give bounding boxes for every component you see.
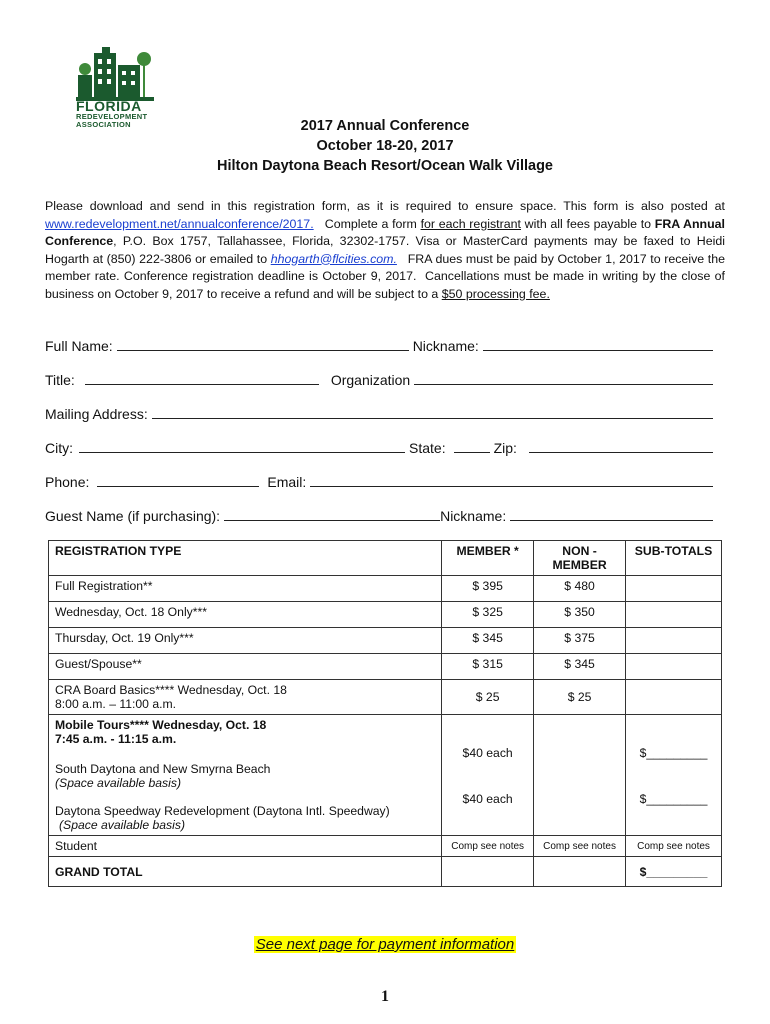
email-field[interactable]	[310, 472, 713, 487]
row-type: Thursday, Oct. 19 Only***	[49, 628, 442, 654]
tour1-price: $40 each	[462, 746, 513, 760]
row-nonmember-price: $ 345	[534, 654, 626, 680]
guest-nickname-field[interactable]	[510, 506, 713, 521]
cra-member-price: $ 25	[442, 680, 534, 715]
tours-type	[49, 715, 442, 836]
tours-subtotal	[626, 715, 722, 836]
nickname-label: Nickname:	[412, 338, 479, 354]
grand-total-member	[442, 857, 534, 887]
row-nonmember-price: $ 350	[534, 602, 626, 628]
intro-paragraph	[45, 198, 729, 303]
conference-venue: Hilton Daytona Beach Resort/Ocean Walk Village	[216, 158, 553, 174]
header-subtotals: SUB-TOTALS	[626, 541, 722, 576]
grand-total-nonmember	[534, 857, 626, 887]
intro-text: Please download and send in this registration form, as it is required to ensure space. This form is also posted at	[45, 199, 725, 213]
registration-table	[48, 540, 722, 887]
row-member-price: $ 315	[442, 654, 534, 680]
mailing-address-field[interactable]	[152, 404, 713, 419]
logo-florida: FLORIDA	[76, 98, 142, 114]
table-row	[49, 602, 722, 628]
page-number: 1	[381, 988, 389, 1005]
header-non-member-line1: NON -	[562, 544, 597, 558]
full-name-row	[45, 320, 717, 354]
full-name-field[interactable]	[117, 336, 409, 351]
cra-nonmember-price: $ 25	[534, 680, 626, 715]
zip-label: Zip:	[493, 440, 517, 456]
title-row	[45, 354, 717, 388]
row-subtotal-field[interactable]	[626, 576, 722, 602]
nickname-field[interactable]	[483, 336, 713, 351]
student-member: Comp see notes	[442, 836, 534, 857]
processing-fee-text: $50 processing fee.	[441, 286, 550, 301]
cra-time: 8:00 a.m. – 11:00 a.m.	[55, 697, 177, 711]
tour1-name: South Daytona and New Smyrna Beach	[55, 762, 271, 776]
title-field[interactable]	[85, 370, 319, 385]
next-page-note	[0, 936, 770, 953]
logo-association: ASSOCIATION	[76, 120, 131, 129]
cra-subtotal-field[interactable]	[626, 680, 722, 715]
row-member-price: $ 395	[442, 576, 534, 602]
state-field[interactable]	[454, 438, 490, 453]
intro-text: FRA dues must be paid by October 1, 2017 to receive the member rate. Conference registration deadline is October 9, 2017. Cancellations must be made in writing by the close of business on October 9, 2017 to receive a refund and will be subject to a	[45, 251, 729, 301]
header-non-member-line2: MEMBER	[552, 558, 607, 572]
city-row	[45, 422, 717, 456]
conference-dates: October 18-20, 2017	[316, 138, 454, 154]
full-name-label: Full Name:	[45, 338, 113, 354]
student-subtotal: Comp see notes	[626, 836, 722, 857]
grand-total-field[interactable]: $_________	[626, 857, 722, 887]
tours-time: 7:45 a.m. - 11:15 a.m.	[55, 732, 177, 746]
tour2-subtotal-field[interactable]: $_________	[639, 792, 708, 806]
header-registration-type: REGISTRATION TYPE	[49, 541, 442, 576]
table-header-row	[49, 541, 722, 576]
registrant-fields	[45, 320, 717, 524]
conference-link[interactable]: www.redevelopment.net/annualconference/2017.	[45, 216, 314, 231]
table-row-grand-total	[49, 857, 722, 887]
table-row-cra	[49, 680, 722, 715]
email-label: Email:	[267, 474, 307, 490]
row-member-price: $ 325	[442, 602, 534, 628]
table-row	[49, 654, 722, 680]
tour1-note: (Space available basis)	[55, 776, 182, 790]
conference-header	[0, 116, 770, 176]
student-type: Student	[49, 836, 442, 857]
intro-text: Complete a form	[313, 216, 421, 231]
row-type: Guest/Spouse**	[49, 654, 442, 680]
row-nonmember-price: $ 375	[534, 628, 626, 654]
tour1-subtotal-field[interactable]: $_________	[639, 746, 708, 760]
guest-name-label: Guest Name (if purchasing):	[45, 508, 221, 524]
table-row	[49, 628, 722, 654]
tour2-name: Daytona Speedway Redevelopment (Daytona Intl. Speedway)	[55, 804, 390, 818]
tours-title: Mobile Tours**** Wednesday, Oct. 18	[55, 718, 267, 732]
table-row-student	[49, 836, 722, 857]
city-label: City:	[45, 440, 73, 456]
organization-label: Organization	[330, 372, 411, 388]
tours-nonmember	[534, 715, 626, 836]
phone-label: Phone:	[45, 474, 90, 490]
row-type: Wednesday, Oct. 18 Only***	[49, 602, 442, 628]
fra-annual-conference-text: FRA Annual Conference	[45, 216, 725, 248]
zip-field[interactable]	[529, 438, 713, 453]
cra-type	[49, 680, 442, 715]
guest-row	[45, 490, 717, 524]
guest-name-field[interactable]	[224, 506, 440, 521]
state-label: State:	[409, 440, 446, 456]
cra-title: CRA Board Basics**** Wednesday, Oct. 18	[55, 683, 287, 697]
table-row	[49, 576, 722, 602]
each-registrant-text: for each registrant	[420, 216, 521, 231]
row-subtotal-field[interactable]	[626, 602, 722, 628]
email-link[interactable]: hhogarth@flcities.com.	[270, 251, 397, 266]
tour2-note: (Space available basis)	[59, 818, 186, 832]
conference-title: 2017 Annual Conference	[300, 118, 470, 134]
student-nonmember: Comp see notes	[534, 836, 626, 857]
row-nonmember-price: $ 480	[534, 576, 626, 602]
intro-text: , P.O. Box 1757, Tallahassee, Florida, 32302-1757. Visa or MasterCard payments may be faxed to Heidi Hogarth at (850) 222-3806 or emailed to	[45, 234, 725, 266]
header-non-member	[534, 541, 626, 576]
grand-total-label: GRAND TOTAL	[49, 857, 442, 887]
mailing-address-label: Mailing Address:	[45, 406, 148, 422]
mailing-row	[45, 388, 717, 422]
tours-member	[442, 715, 534, 836]
guest-nickname-label: Nickname:	[440, 508, 507, 524]
row-subtotal-field[interactable]	[626, 654, 722, 680]
row-member-price: $ 345	[442, 628, 534, 654]
organization-field[interactable]	[414, 370, 713, 385]
title-label: Title:	[45, 372, 75, 388]
logo-redevelopment: REDEVELOPMENT	[76, 112, 148, 121]
next-page-text: See next page for payment information	[255, 936, 515, 953]
intro-text: with all fees payable to	[520, 216, 655, 231]
row-subtotal-field[interactable]	[626, 628, 722, 654]
table-row-tours	[49, 715, 722, 836]
phone-field[interactable]	[97, 472, 259, 487]
tour2-price: $40 each	[462, 792, 513, 806]
phone-row	[45, 456, 717, 490]
city-field[interactable]	[79, 438, 405, 453]
header-member: MEMBER *	[442, 541, 534, 576]
row-type: Full Registration**	[49, 576, 442, 602]
